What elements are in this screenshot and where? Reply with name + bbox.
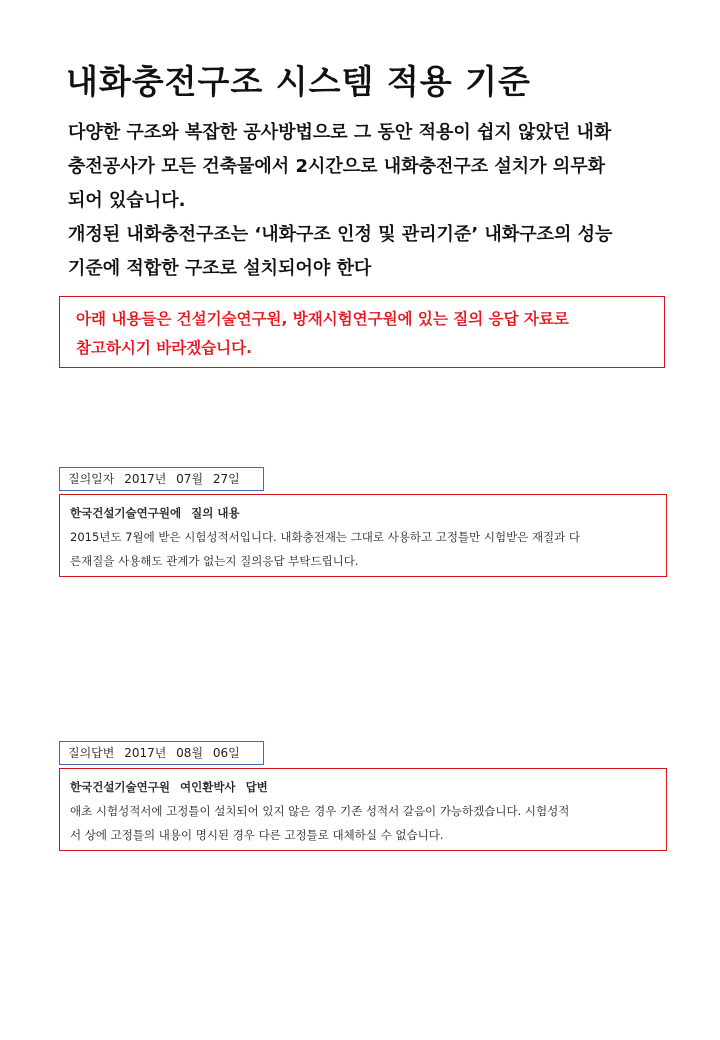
answer-person: 여인환박사 <box>180 780 236 794</box>
intro-paragraph <box>68 116 668 286</box>
answer-body-line: 애초 시험성적서에 고정틀이 설치되어 있지 않은 경우 기존 성적서 갈음이 가능하겠습니다. 시험성적 <box>70 804 570 818</box>
answer-org: 한국건설기술연구원 <box>70 780 170 794</box>
answer-box <box>59 768 667 851</box>
answer-heading <box>70 775 658 799</box>
answer-heading-label: 답변 <box>245 780 268 794</box>
intro-line: 충전공사가 모든 건축물에서 2시간으로 내화충전구조 설치가 의무화 <box>68 156 605 177</box>
intro-line: 개정된 내화충전구조는 ‘내화구조 인정 및 관리기준’ 내화구조의 성능 <box>68 224 613 245</box>
question-heading <box>70 501 658 525</box>
question-body-line: 2015년도 7월에 받은 시험성적서입니다. 내화충전재는 그대로 사용하고 고정틀만 시험받은 재질과 다 <box>70 530 581 544</box>
answer-date-year: 2017년 <box>124 746 167 760</box>
question-date-tag <box>59 467 264 491</box>
answer-date-month: 08월 <box>176 746 204 760</box>
answer-date-tag <box>59 741 264 765</box>
question-date-day: 27일 <box>212 472 240 486</box>
page-title: 내화충전구조 시스템 적용 기준 <box>66 62 531 101</box>
question-org: 한국건설기술연구원에 <box>70 506 182 520</box>
answer-date-label: 질의답변 <box>68 746 115 760</box>
notice-line: 아래 내용들은 건설기술연구원, 방재시험연구원에 있는 질의 응답 자료로 <box>76 310 569 328</box>
question-body-line: 른재질을 사용해도 관계가 없는지 질의응답 부탁드립니다. <box>70 554 359 568</box>
question-date-year: 2017년 <box>124 472 167 486</box>
question-box <box>59 494 667 577</box>
question-date-month: 07월 <box>176 472 204 486</box>
notice-line: 참고하시기 바라겠습니다. <box>76 339 252 357</box>
answer-date-day: 06일 <box>212 746 240 760</box>
notice-box <box>59 296 665 368</box>
question-date-label: 질의일자 <box>68 472 115 486</box>
intro-line: 되어 있습니다. <box>68 190 186 211</box>
answer-body-line: 서 상에 고정틀의 내용이 명시된 경우 다른 고정틀로 대체하실 수 없습니다. <box>70 828 444 842</box>
question-heading-label: 질의 내용 <box>191 506 240 520</box>
intro-line: 다양한 구조와 복잡한 공사방법으로 그 동안 적용이 쉽지 않았던 내화 <box>68 122 612 143</box>
intro-line: 기준에 적합한 구조로 설치되어야 한다 <box>68 258 372 279</box>
